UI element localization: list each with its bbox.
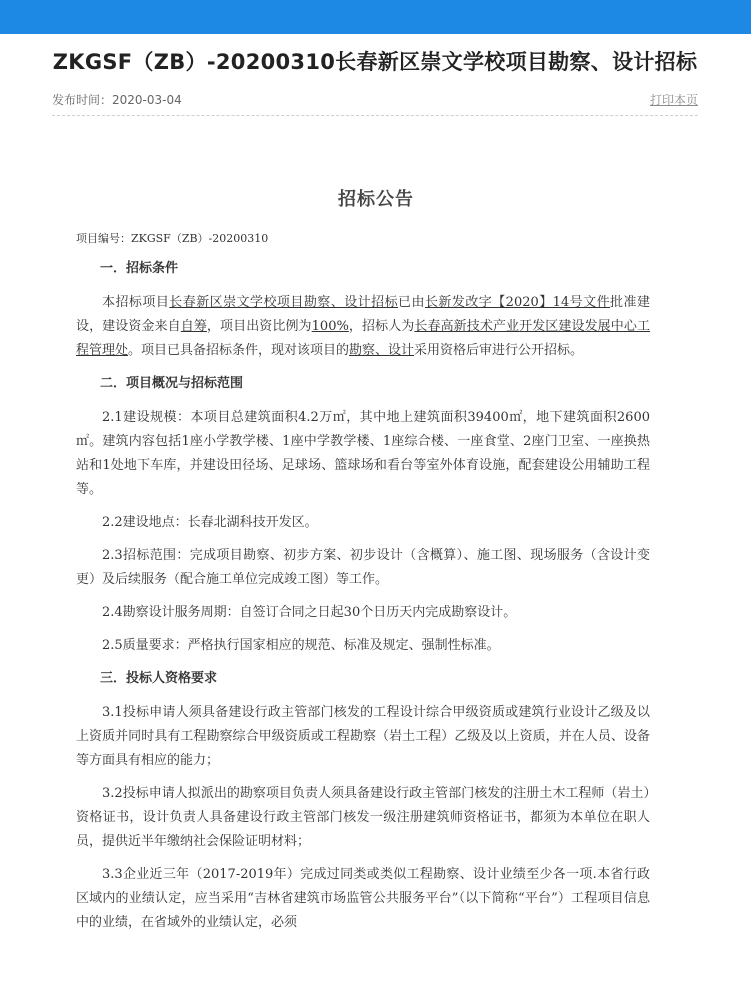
section-title-3: 三．投标人资格要求 xyxy=(100,671,218,686)
paragraph-2-3: 2.3招标范围：完成项目勘察、初步方案、初步设计（含概算）、施工图、现场服务（含设计变更）及后续服务（配合施工单位完成竣工图）等工作。 xyxy=(76,548,650,587)
text-run: ，招标人为 xyxy=(348,319,415,334)
paragraph-2-4: 2.4勘察设计服务周期：自签订合同之日起30个日历天内完成勘察设计。 xyxy=(102,605,517,620)
underlined-approval-doc: 长新发改字【2020】14号文件 xyxy=(424,295,611,310)
publish-time: 发布时间：2020-03-04 xyxy=(52,93,182,107)
paragraph-1-1 xyxy=(76,291,650,363)
paragraph-2-2: 2.2建设地点：长春北湖科技开发区。 xyxy=(102,515,318,530)
meta-bar xyxy=(52,89,698,116)
text-run: 本招标项目 xyxy=(102,295,170,310)
print-page-link[interactable]: 打印本页 xyxy=(649,93,698,107)
text-run: 批准建设，建设资金来自 xyxy=(76,295,650,334)
text-run: 采用资格后审进行公开招标。 xyxy=(414,343,584,358)
section-title-2: 二．项目概况与招标范围 xyxy=(100,376,244,391)
project-number: 项目编号：ZKGSF（ZB）-20200310 xyxy=(76,232,269,245)
top-bar xyxy=(0,0,751,34)
paragraph-3-1: 3.1投标申请人须具备建设行政主管部门核发的工程设计综合甲级资质或建筑行业设计乙级及以上资质并同时具有工程勘察综合甲级资质或工程勘察（岩土工程）乙级及以上资质，并在人员、设备等方面具有相应的能力； xyxy=(76,705,650,768)
paragraph-2-5: 2.5质量要求：严格执行国家相应的规范、标准及规定、强制性标准。 xyxy=(102,638,500,653)
article xyxy=(52,34,698,1000)
underlined-project-name: 长春新区崇文学校项目勘察、设计招标 xyxy=(169,295,399,310)
article-body xyxy=(76,228,650,935)
text-run: ，项目出资比例为 xyxy=(206,319,312,334)
section-title-1: 一．招标条件 xyxy=(100,261,179,276)
notice-title: 招标公告 xyxy=(338,189,414,210)
text-run: 已由 xyxy=(398,295,425,310)
underlined-funding-source: 自筹 xyxy=(180,319,207,334)
page-title: ZKGSF（ZB）-20200310长春新区崇文学校项目勘察、设计招标 xyxy=(52,50,698,74)
paragraph-3-2: 3.2投标申请人拟派出的勘察项目负责人须具备建设行政主管部门核发的注册土木工程师（岩土）资格证书，设计负责人具备建设行政主管部门核发一级注册建筑师资格证书，都须为本单位在职人员，提供近半年缴纳社会保险证明材料； xyxy=(76,786,650,849)
underlined-funding-ratio: 100% xyxy=(311,319,349,334)
paragraph-2-1: 2.1建设规模：本项目总建筑面积4.2万㎡，其中地上建筑面积39400㎡，地下建筑面积2600㎡。建筑内容包括1座小学教学楼、1座中学教学楼、1座综合楼、一座食堂、2座门卫室、一座换热站和1处地下车库，并建设田径场、足球场、篮球场和看台等室外体育设施，配套建设公用辅助工程等。 xyxy=(76,410,650,497)
text-run: 。项目已具备招标条件，现对该项目的 xyxy=(128,343,350,358)
paragraph-3-3: 3.3企业近三年（2017-2019年）完成过同类或类似工程勘察、设计业绩至少各一项.本省行政区域内的业绩认定，应当采用“吉林省建筑市场监管公共服务平台”（以下简称“平台”）工程项目信息中的业绩，在省域外的业绩认定，必须 xyxy=(76,867,650,930)
underlined-tenderer: 长春高新技术产业开发区建设发展中心工程管理处 xyxy=(76,319,650,358)
underlined-scope: 勘察、设计 xyxy=(349,343,415,358)
